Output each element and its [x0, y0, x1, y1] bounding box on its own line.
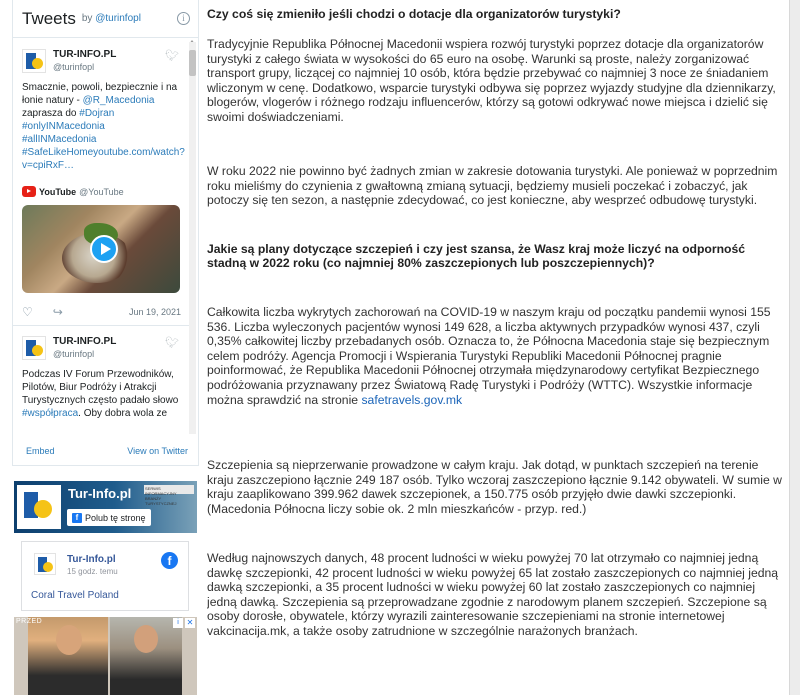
advertisement[interactable]: [14, 617, 197, 695]
twitter-widget-header: [13, 0, 198, 38]
like-page-label: Polub tę stronę: [85, 512, 146, 523]
tweet-embed-source[interactable]: [22, 186, 181, 197]
tweet-item[interactable]: [13, 39, 189, 326]
embed-source-handle[interactable]: @YouTube: [79, 186, 124, 197]
scrollbar[interactable]: [189, 42, 196, 434]
post-author-name[interactable]: Tur-Info.pl: [67, 554, 116, 565]
tweet-item[interactable]: [13, 326, 189, 426]
article-paragraph: Szczepienia są nieprzerwanie prowadzone w całym kraju. Jak dotąd, w punktach szczepień na terenie kraju zaszczepiono łącznie 249 187 osób. Tylko wczoraj zaszczepiono łącznie 9.142 obywateli. W sumie w kraju zaaplikowano 399.962 dawek szczepionek, a 150.775 osób przyjęło dwie dawki szczepionki. (Macedonia Północna liczy sobie ok. 2 mln mieszkańców - przyp. red.): [207, 458, 782, 516]
twitter-widget-title: Tweets: [22, 8, 76, 28]
hashtag-link[interactable]: #współpraca: [22, 408, 79, 419]
tweet-author-name[interactable]: TUR-INFO.PL: [53, 49, 117, 60]
scrollbar-thumb[interactable]: [189, 50, 196, 76]
youtube-logo-icon: [22, 186, 36, 197]
view-on-twitter-link[interactable]: View on Twitter: [127, 446, 188, 456]
share-icon[interactable]: ↪: [52, 305, 63, 319]
tweet-author-handle[interactable]: @turinfopl: [53, 349, 95, 359]
ad-photo-left: [28, 617, 108, 695]
ad-photo-right: [110, 617, 182, 695]
facebook-post[interactable]: [21, 541, 189, 611]
article-paragraph: Całkowita liczba wykrytych zachorowań na COVID-19 w naszym kraju od początku pandemii wynosi 155 536. Liczba wyleczonych pacjentów wynosi 149 628, a liczba aktywnych przypadków wynosi 437, czyli 0,35% całkowitej liczby przebadanych osób. Oznacza to, że Północna Macedonia staje się bezpiecznym celem podróży. Agencja Promocji i Wspierania Turystyki Republiki Macedonii Północnej pragnie poinformować, że Republika Macedonii Północnej otrzymała międzynarodowy certyfikat Bezpiecznego podróżowania przyznawany przez Światową Radę Turystyki i Podróży (WTTC). Wszystkie informacje można sprawdzić na stronie safetravels.gov.mk: [207, 305, 771, 407]
avatar[interactable]: [22, 336, 46, 360]
facebook-icon[interactable]: f: [161, 552, 178, 569]
avatar[interactable]: [34, 553, 56, 575]
heart-icon[interactable]: ♡: [22, 305, 33, 319]
post-timestamp[interactable]: 15 godz. temu: [67, 567, 118, 576]
hashtag-link[interactable]: #Dojran: [79, 108, 115, 119]
article-body: [207, 0, 782, 695]
facebook-page-name[interactable]: Tur-Info.pl: [68, 486, 132, 501]
play-icon[interactable]: [90, 235, 118, 263]
article-paragraph: W roku 2022 nie powinno być żadnych zmian w zakresie dotowania turystyki. Ale ponieważ w poprzednim roku mieliśmy do czynienia z gwałtowną zmianą sytuacji, będziemy musieli poczekać i zobaczyć, jak potoczy się ten sezon, a następnie zdecydować, co jest konieczne, aby wesprzeć odbudowę turystyki.: [207, 164, 778, 208]
post-text[interactable]: Coral Travel Poland: [31, 590, 119, 601]
tweet-actions: [22, 305, 181, 319]
tweet-author[interactable]: [22, 334, 181, 362]
sidebar: [0, 0, 200, 695]
byline-handle-link[interactable]: @turinfopl: [95, 13, 141, 24]
twitter-tweet-list[interactable]: [13, 39, 189, 437]
twitter-widget-footer: [13, 437, 198, 465]
info-icon[interactable]: i: [177, 12, 190, 25]
safetravels-link[interactable]: safetravels.gov.mk: [361, 392, 463, 407]
tweet-author-name[interactable]: TUR-INFO.PL: [53, 336, 117, 347]
ad-label: PRZED: [16, 618, 43, 625]
interview-question-2: Jakie są plany dotyczące szczepień i czy jest szansa, że Wasz kraj może liczyć na odporność stadną w 2022 roku (co najmniej 80% zaszczepionych lub poszczepiennych)?: [207, 242, 746, 270]
twitter-bird-icon[interactable]: 🐦︎: [165, 50, 179, 62]
embed-link[interactable]: Embed: [26, 446, 55, 456]
twitter-bird-icon[interactable]: 🐦︎: [165, 337, 179, 349]
tweet-date[interactable]: Jun 19, 2021: [128, 307, 181, 317]
ad-close-icon[interactable]: ✕: [186, 618, 194, 627]
hashtags-link[interactable]: #onlyINMacedonia #allINMacedonia #SafeLikeHomeyoutube.com/watch?v=cpiRxF…: [22, 121, 185, 171]
banner-tagline: SERWIS INFORMACYJNY BRANŻY TURYSTYCZNEJ: [144, 485, 194, 494]
twitter-widget-byline: [82, 13, 141, 24]
tweet-text: Smacznie, powoli, bezpiecznie i na łonie natury - @R_Macedonia zaprasza do #Dojran #onlyINMacedonia #allINMacedonia #SafeLikeHomeyoutube.com/watch?v=cpiRxF…: [22, 82, 185, 171]
twitter-timeline-widget: [12, 0, 199, 466]
interview-question-1: Czy coś się zmieniło jeśli chodzi o dotacje dla organizatorów turystyki?: [207, 7, 621, 21]
tweet-author-handle[interactable]: @turinfopl: [53, 62, 95, 72]
like-page-button[interactable]: [67, 509, 151, 526]
video-thumbnail[interactable]: [22, 205, 180, 293]
tweet-author[interactable]: [22, 47, 181, 75]
article-paragraph: Tradycyjnie Republika Północnej Macedonii wspiera rozwój turystyki poprzez dotacje dla organizatorów turystyki z całego świata w wysokości do 65 euro na osobę. Warunki są proste, należy zorganizować transport grupy, liczącej co najmniej 10 osób, która będzie przebywać co najmniej 3 noce ze śniadaniem wliczonym w cenę. Dodatkowo, wsparcie turystyki odbywa się poprzez wyjazdy studyjne dla dziennikarzy, blogerów, vlogerów i różnego rodzaju influencerów, którzy są gotowi odkrywać nowe miejsca i dzielić się swoimi doświadczeniami.: [207, 37, 776, 124]
facebook-icon: f: [72, 513, 82, 523]
ad-info-icon[interactable]: i: [173, 618, 183, 628]
facebook-page-banner[interactable]: [14, 481, 197, 533]
mention-link[interactable]: @R_Macedonia: [82, 95, 155, 106]
tweet-text: Podczas IV Forum Przewodników, Pilotów, Biur Podróży i Atrakcji Turystycznych często padało słowo #współpraca. Oby dobra wola ze: [22, 369, 179, 419]
byline-label: by: [81, 13, 93, 24]
page-logo[interactable]: [17, 485, 61, 529]
embed-source-name[interactable]: YouTube: [39, 186, 77, 197]
article-paragraph: Według najnowszych danych, 48 procent ludności w wieku powyżej 70 lat otrzymało co najmniej jedną dawkę szczepionki, 42 procent ludności w wieku powyżej 65 lat zostało zaszczepionych co najmniej jedną dawką szczepionki, a 35 procent ludności w wieku powyżej 60 lat zostało zaszczepionych co najmniej jedną dawką. Szczepienia są przeprowadzane zgodnie z narodowym planem szczepień. Szczepione są osoby dorosłe, obywatele, którzy wyrazili zainteresowanie szczepieniami na stronie internetowej vakcinacija.mk, a także osoby zatrudnione w szczególnie narażonych branżach.: [207, 551, 779, 638]
avatar[interactable]: [22, 49, 46, 73]
